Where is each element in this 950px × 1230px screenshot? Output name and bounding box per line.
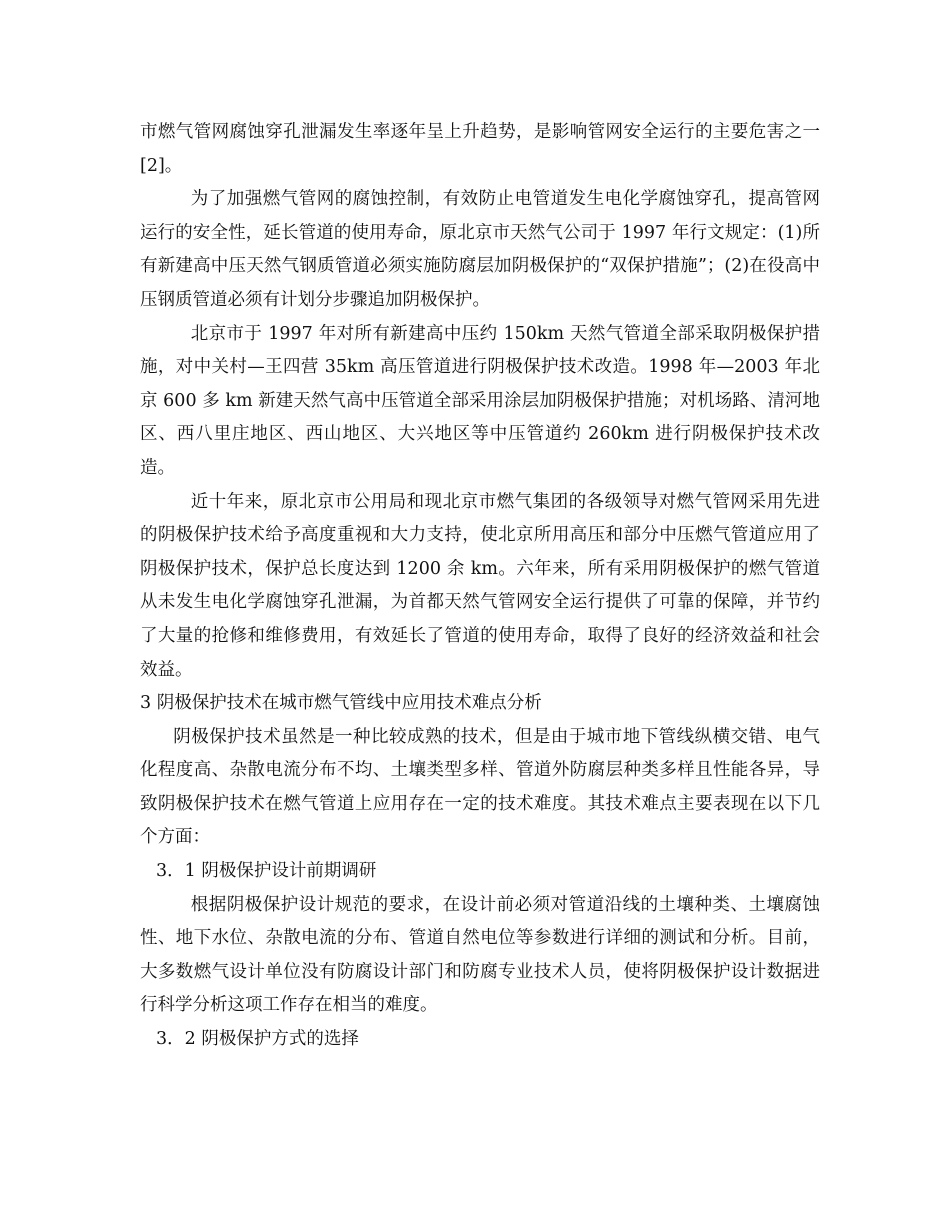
paragraph-design-survey: 根据阴极保护设计规范的要求，在设计前必须对管道沿线的土壤种类、土壤腐蚀性、地下水位、杂散电流的分布、管道自然电位等参数进行详细的测试和分析。目前，大多数燃气设计单位没有防腐设计部门和防腐专业技术人员，使将阴极保护设计数据进行科学分析这项工作存在相当的难度。 bbox=[140, 894, 820, 1016]
paragraph-beijing-measures: 北京市于 1997 年对所有新建高中压约 150km 天然气管道全部采取阴极保护措施，对中关村—王四营 35km 高压管道进行阴极保护技术改造。1998 年—2003 年北京 600 多 km 新建天然气高中压管道全部采用涂层加阴极保护措施；对机场路、清河地区、西八里庄地区、西山地区、大兴地区等中压管道约 260km 进行阴极保护技术改造。 bbox=[140, 323, 820, 478]
subsection-heading-3-1: 3．1 阴极保护设计前期调研 bbox=[156, 861, 377, 882]
paragraph-ten-years: 近十年来，原北京市公用局和现北京市燃气集团的各级领导对燃气管网采用先进的阴极保护技术给予高度重视和大力支持，使北京所用高压和部分中压燃气管道应用了阴极保护技术，保护总长度达到 1200 余 km。六年来，所有采用阴极保护的燃气管道从未发生电化学腐蚀穿孔泄漏，为首都天然气管网安全运行提供了可靠的保障，并节约了大量的抢修和维修费用，有效延长了管道的使用寿命，取得了良好的经济效益和社会效益。 bbox=[140, 491, 820, 680]
section-heading-3: 3 阴极保护技术在城市燃气管线中应用技术难点分析 bbox=[140, 693, 542, 714]
document-body bbox=[140, 116, 820, 1057]
paragraph-difficulties: 阴极保护技术虽然是一种比较成熟的技术，但是由于城市地下管线纵横交错、电气化程度高、杂散电流分布不均、土壤类型多样、管道外防腐层种类多样且性能各异，导致阴极保护技术在燃气管道上应用存在一定的技术难度。其技术难点主要表现在以下几个方面： bbox=[140, 726, 820, 848]
subsection-heading-3-2: 3．2 阴极保护方式的选择 bbox=[156, 1029, 359, 1050]
paragraph-continuation: 市燃气管网腐蚀穿孔泄漏发生率逐年呈上升趋势，是影响管网安全运行的主要危害之一[2]。 bbox=[140, 122, 820, 176]
paragraph-regulation: 为了加强燃气管网的腐蚀控制，有效防止电管道发生电化学腐蚀穿孔，提高管网运行的安全性，延长管道的使用寿命，原北京市天然气公司于 1997 年行文规定：(1)所有新建高中压天然气钢质管道必须实施防腐层加阴极保护的“双保护措施”；(2)在役高中压钢质管道必须有计划分步骤追加阴极保护。 bbox=[140, 189, 820, 310]
